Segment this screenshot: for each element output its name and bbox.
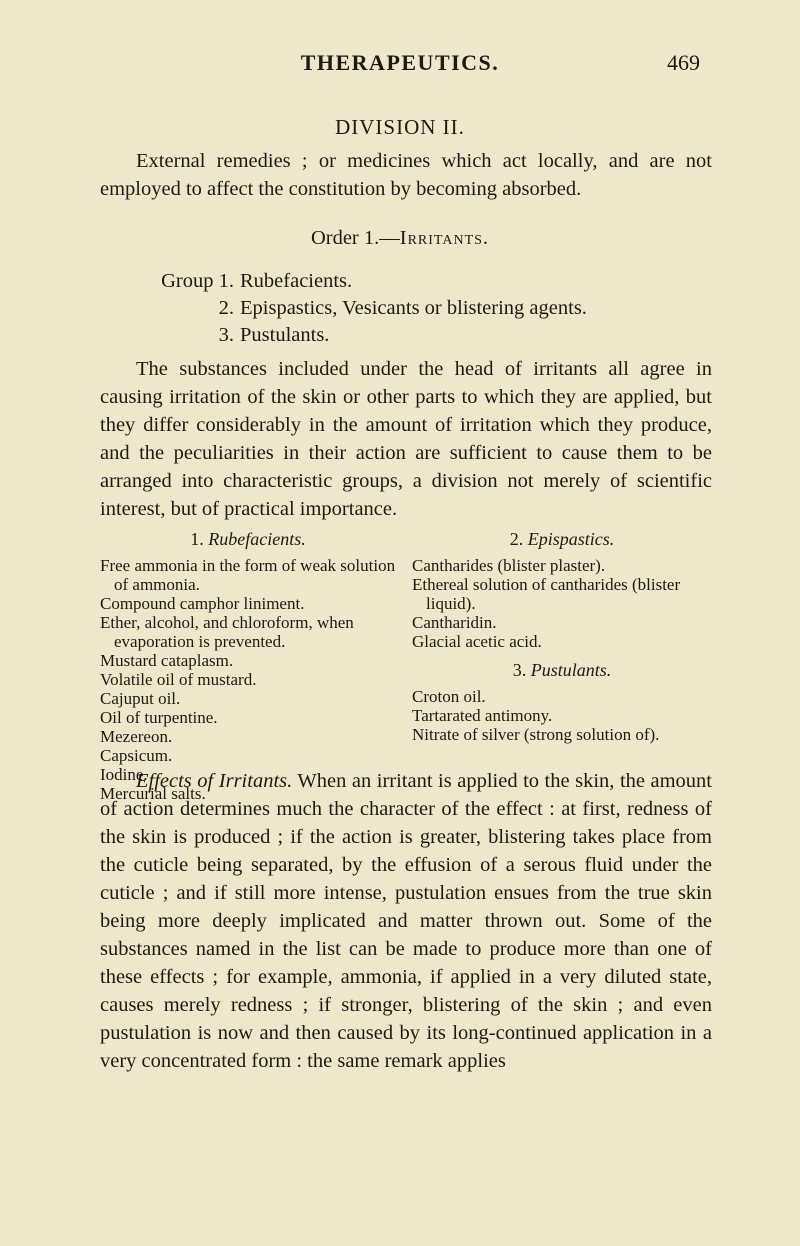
list-item: Oil of turpentine. bbox=[100, 708, 218, 727]
effects-lead: Effects of Irritants. bbox=[136, 770, 293, 792]
rubefacients-title: Rubefacients. bbox=[208, 529, 306, 549]
group-text: Pustulants. bbox=[240, 324, 330, 346]
epispastics-number: 2. bbox=[509, 529, 524, 549]
rubefacients-number: 1. bbox=[190, 529, 204, 549]
list-item: Mezereon. bbox=[100, 727, 173, 746]
rubefacients-column bbox=[100, 530, 396, 803]
page-number: 469 bbox=[667, 50, 700, 75]
group-text: Rubefacients. bbox=[240, 270, 353, 292]
list-item: Iodine. bbox=[100, 765, 148, 784]
list-item: Croton oil. bbox=[412, 687, 486, 706]
order-prefix: Order 1.— bbox=[310, 227, 400, 249]
list-item: Volatile oil of mustard. bbox=[100, 670, 257, 689]
list-item: Cantharidin. bbox=[412, 613, 497, 632]
list-item: Tartarated antimony. bbox=[412, 706, 553, 725]
list-item: Mercurial salts. bbox=[100, 784, 206, 803]
effects-text: When an irritant is applied to the skin, the amount of action determines much the character of the effect : at first, redness of the skin is produced ; if the action is greater, blistering takes place from the cuticle being separated, by the effusion of a serous fluid under the cuticle ; and if still more intense, pustulation ensues from the true skin being more deeply implicated and matter thrown out. Some of the substances named in the list can be made to produce more than one of these effects ; for example, ammonia, if applied in a very diluted state, causes merely redness ; if stronger, blistering of the skin ; and even pustulation is now and then caused by its long-continued application in a very concentrated form : the same remark applies bbox=[100, 770, 712, 1072]
order-name: Irritants. bbox=[399, 227, 490, 249]
list-item: Cantharides (blister plaster). bbox=[412, 556, 606, 575]
substances-paragraph: The substances included under the head of irritants all agree in causing irritation of the skin or other parts to which they are applied, but they differ considerably in the amount of irritation which they produce, and the peculiarities in their action are sufficient to cause them to be arranged into characteristic groups, a division not merely of scientific interest, but of practical importance. bbox=[100, 358, 712, 520]
epispastics-pustulants-column bbox=[412, 530, 712, 744]
list-item: Compound camphor liniment. bbox=[100, 594, 305, 613]
pustulants-number: 3. bbox=[512, 660, 527, 680]
list-item: Cajuput oil. bbox=[100, 689, 181, 708]
pustulants-heading bbox=[412, 661, 712, 680]
epispastics-heading bbox=[412, 530, 712, 549]
list-item: Nitrate of silver (strong solution of). bbox=[412, 725, 660, 744]
list-item: Glacial acetic acid. bbox=[412, 632, 542, 651]
group-text: Epispastics, Vesicants or blistering agents. bbox=[240, 297, 587, 319]
list-item: Free ammonia in the form of weak solution of ammonia. bbox=[100, 556, 396, 594]
list-item: Capsicum. bbox=[100, 746, 173, 765]
group-list bbox=[159, 268, 587, 349]
division-title: DIVISION II. bbox=[335, 115, 465, 139]
epispastics-title: Epispastics. bbox=[527, 529, 615, 549]
group-row bbox=[159, 268, 587, 295]
group-row bbox=[159, 322, 587, 349]
running-title: THERAPEUTICS. bbox=[300, 50, 500, 75]
group-label: Group 1. bbox=[161, 270, 234, 292]
pustulants-title: Pustulants. bbox=[530, 660, 612, 680]
group-label: 2. bbox=[218, 297, 234, 319]
order-heading bbox=[0, 227, 800, 250]
rubefacients-heading bbox=[100, 530, 396, 549]
intro-paragraph: External remedies ; or medicines which act locally, and are not employed to affect the constitution by becoming absorbed. bbox=[100, 150, 712, 200]
group-row bbox=[159, 295, 587, 322]
page-header bbox=[0, 50, 800, 82]
list-item: Ethereal solution of cantharides (blister liquid). bbox=[412, 575, 681, 613]
list-item: Mustard cataplasm. bbox=[100, 651, 234, 670]
list-item: Ether, alcohol, and chloroform, when evaporation is prevented. bbox=[100, 613, 354, 651]
effects-paragraph bbox=[100, 767, 712, 1075]
group-label: 3. bbox=[218, 324, 234, 346]
